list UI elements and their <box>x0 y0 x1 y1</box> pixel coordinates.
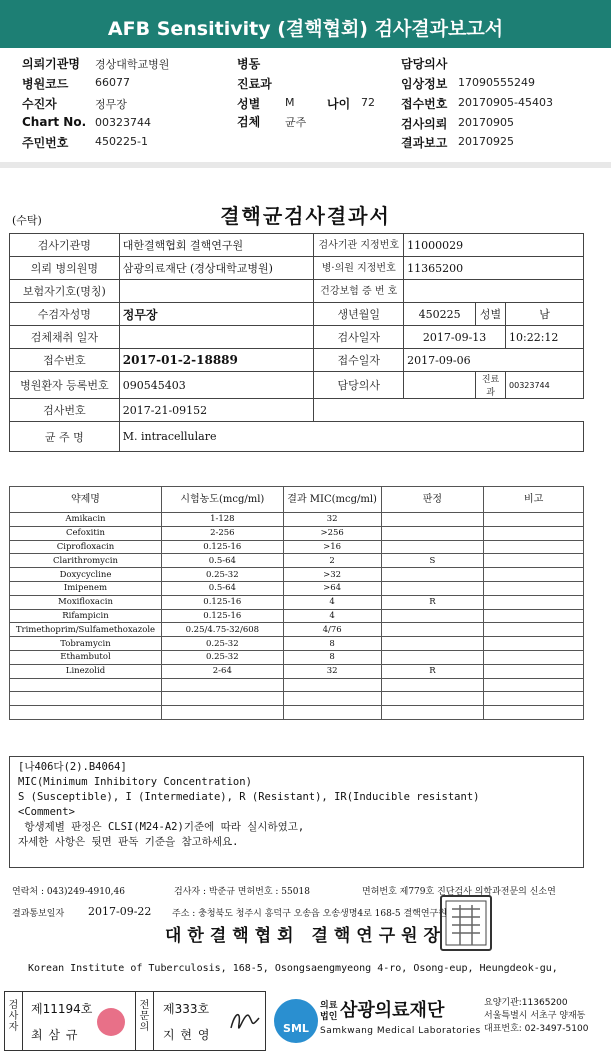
drug-row <box>10 540 584 554</box>
drug-range: 0.25-32 <box>161 637 283 651</box>
corp-address: 서울특별시 서초구 양재동 <box>484 1011 586 1021</box>
examiner-name: 최 삼 규 <box>31 1028 79 1042</box>
report-header <box>0 0 611 48</box>
examiner-no: 제11194호 <box>31 1002 93 1016</box>
corp-english: Samkwang Medical Laboratories <box>320 1026 481 1036</box>
drug-name: Clarithromycin <box>10 554 162 568</box>
org-name: 대한결핵협회 결핵연구원장 <box>165 926 446 946</box>
drug-name: Moxifloxacin <box>10 595 162 609</box>
rrn-label: 주민번호 <box>22 136 69 150</box>
drug-mic: 8 <box>283 650 381 664</box>
receipt-label: 접수번호 <box>401 97 448 111</box>
drug-name: Ethambutol <box>10 650 162 664</box>
drug-mic <box>283 678 381 692</box>
org-english: Korean Institute of Tuberculosis, 168-5, Osongsaengmyeong 4-ro, Osong-eup, Heungdeok-gu, <box>28 963 558 974</box>
col-interp: 판정 <box>381 487 484 513</box>
drug-interp <box>381 623 484 637</box>
drug-interp: S <box>381 554 484 568</box>
health-label: 건강보험 증 번 호 <box>314 280 404 303</box>
drug-note <box>484 526 584 540</box>
request-value: 20170905 <box>458 116 514 129</box>
corp-small-1: 의료 <box>320 1001 338 1011</box>
dob-label: 생년월일 <box>314 303 404 326</box>
specimen-label: 검체 <box>237 115 261 129</box>
drug-note <box>484 540 584 554</box>
drug-row <box>10 650 584 664</box>
age-value: 72 <box>361 96 375 109</box>
specialist-v-label: 전문의 <box>136 992 154 1050</box>
drug-range: 0.5-64 <box>161 581 283 595</box>
drug-range: 0.125-16 <box>161 595 283 609</box>
drug-row <box>10 554 584 568</box>
test-no-value: 2017-21-09152 <box>119 399 314 422</box>
patient-reg-label: 병원환자 등록번호 <box>10 372 120 399</box>
drug-note <box>484 706 584 720</box>
chart-value: 00323744 <box>95 116 151 129</box>
col-drug: 약제명 <box>10 487 162 513</box>
specialist-no: 제333호 <box>163 1002 210 1016</box>
specimen-value: 균주 <box>285 116 307 129</box>
sensitivity-table <box>9 486 584 720</box>
examiner-v-label: 검사자 <box>5 992 23 1050</box>
drug-name <box>10 706 162 720</box>
drug-note <box>484 554 584 568</box>
hospital-code-label: 병원코드 <box>22 77 69 91</box>
exam-date-label: 검사일자 <box>314 326 404 349</box>
hosp-no-label: 병·의원 지정번호 <box>314 257 404 280</box>
drug-interp: R <box>381 595 484 609</box>
drug-interp: R <box>381 664 484 678</box>
lab-no-label: 검사기관 지정번호 <box>314 234 404 257</box>
specialist-name: 지 현 영 <box>163 1028 211 1042</box>
sex-label-p: 성별 <box>476 303 506 326</box>
drug-name: Linezolid <box>10 664 162 678</box>
drug-note <box>484 568 584 582</box>
accession-value: 2017-01-2-18889 <box>119 349 314 372</box>
req-hosp-label: 의뢰 병의원명 <box>10 257 120 280</box>
rrn-value: 450225-1 <box>95 135 148 148</box>
receipt-value: 20170905-45403 <box>458 96 553 109</box>
corp-tel: 대표번호: 02-3497-5100 <box>484 1024 589 1034</box>
examiner: 검사자 : 박준규 면허번호 : 55018 <box>174 887 310 897</box>
drug-note <box>484 650 584 664</box>
drug-row <box>10 513 584 527</box>
report-date-value: 20170925 <box>458 135 514 148</box>
accept-date-label: 접수일자 <box>314 349 404 372</box>
drug-note <box>484 637 584 651</box>
address: 주소 : 충청북도 청주시 흥덕구 오송읍 오송생명4로 168-5 결핵연구원 <box>172 909 447 919</box>
drug-mic <box>283 692 381 706</box>
age-label: 나이 <box>327 97 351 111</box>
corp-name: 삼광의료재단 <box>340 1000 445 1021</box>
drug-mic <box>283 706 381 720</box>
signature-box <box>4 991 266 1051</box>
drug-row <box>10 526 584 540</box>
note-line: S (Susceptible), I (Intermediate), R (Resistant), IR(Inducible resistant) <box>18 791 480 803</box>
insurance-label: 보험자기호(명칭) <box>10 280 120 303</box>
report-title: AFB Sensitivity (결핵협회) 검사결과보고서 <box>107 18 504 40</box>
drug-mic: 2 <box>283 554 381 568</box>
drug-row <box>10 568 584 582</box>
drug-row <box>10 664 584 678</box>
info-block <box>0 52 611 164</box>
receipt-tag: (수탁) <box>12 214 42 227</box>
signature-footer <box>0 987 611 1055</box>
paper-title: 결핵균검사결과서 <box>220 204 391 228</box>
drug-name: Trimethoprim/Sulfamethoxazole <box>10 623 162 637</box>
specialist-signature <box>227 1006 263 1036</box>
drug-range: 0.125-16 <box>161 540 283 554</box>
report-date-p: 2017-09-22 <box>88 905 152 918</box>
scanned-report <box>0 168 611 986</box>
drug-mic: >16 <box>283 540 381 554</box>
drug-range <box>161 692 283 706</box>
organism-label: 균 주 명 <box>10 422 120 452</box>
collect-label: 검체채취 일자 <box>10 326 120 349</box>
drug-mic: 8 <box>283 637 381 651</box>
drug-interp <box>381 568 484 582</box>
exam-date-value: 2017-09-13 <box>404 326 506 349</box>
drug-row <box>10 609 584 623</box>
corp-small-2: 법인 <box>320 1012 338 1022</box>
drug-mic: >256 <box>283 526 381 540</box>
organism-value: M. intracellulare <box>119 422 583 452</box>
sml-logo-icon: SML <box>274 999 318 1043</box>
collect-value <box>119 326 314 349</box>
notes-box <box>9 756 584 868</box>
institution-value: 경상대학교병원 <box>95 58 170 71</box>
drug-range: 0.125-16 <box>161 609 283 623</box>
accession-label: 접수번호 <box>10 349 120 372</box>
drug-note <box>484 623 584 637</box>
drug-interp <box>381 526 484 540</box>
note-line: 항생제별 판정은 CLSI(M24-A2)기준에 따라 실시하였고, <box>18 821 305 833</box>
dept-label: 진료과 <box>237 77 272 91</box>
lab-value: 대한결핵협회 결핵연구원 <box>119 234 314 257</box>
institution-label: 의뢰기관명 <box>22 57 80 71</box>
hospital-code-value: 66077 <box>95 76 130 89</box>
clinical-info-label: 임상정보 <box>401 77 448 91</box>
req-hosp-value: 삼광의료재단 (경상대학교병원) <box>119 257 314 280</box>
ward-label: 병동 <box>237 57 261 71</box>
test-no-label: 검사번호 <box>10 399 120 422</box>
drug-range: 2-256 <box>161 526 283 540</box>
exam-time-value: 10:22:12 <box>506 326 584 349</box>
chart-label: Chart No. <box>22 115 87 129</box>
drug-interp <box>381 513 484 527</box>
drug-interp <box>381 678 484 692</box>
name-label: 수검자성명 <box>10 303 120 326</box>
sex-value: M <box>285 96 295 109</box>
drug-row <box>10 637 584 651</box>
drug-note <box>484 609 584 623</box>
corp-code: 요양기관:11365200 <box>484 998 568 1008</box>
drug-range: 0.25-32 <box>161 650 283 664</box>
drug-name: Tobramycin <box>10 637 162 651</box>
drug-mic: 4/76 <box>283 623 381 637</box>
drug-interp <box>381 650 484 664</box>
dept-value-p: 00323744 <box>506 372 584 399</box>
specialist: 면허번호 제779호 진단검사 의학과전문의 신소연 <box>362 887 556 897</box>
drug-range: 0.25/4.75-32/608 <box>161 623 283 637</box>
drug-range: 0.5-64 <box>161 554 283 568</box>
drug-range: 1-128 <box>161 513 283 527</box>
drug-note <box>484 664 584 678</box>
col-range: 시험농도(mcg/ml) <box>161 487 283 513</box>
drug-interp <box>381 540 484 554</box>
drug-name: Rifampicin <box>10 609 162 623</box>
drug-row <box>10 706 584 720</box>
note-line: 자세한 사항은 뒷면 판독 기준을 참고하세요. <box>18 836 239 848</box>
drug-interp <box>381 581 484 595</box>
patient-table <box>9 233 584 452</box>
lab-label: 검사기관명 <box>10 234 120 257</box>
drug-range <box>161 678 283 692</box>
sex-label: 성별 <box>237 97 261 111</box>
drug-mic: 32 <box>283 513 381 527</box>
drug-interp <box>381 637 484 651</box>
drug-mic: 4 <box>283 609 381 623</box>
drug-name: Amikacin <box>10 513 162 527</box>
examinee-value: 정무장 <box>95 98 127 111</box>
col-note: 비고 <box>484 487 584 513</box>
drug-note <box>484 692 584 706</box>
drug-name <box>10 678 162 692</box>
sex-value-p: 남 <box>506 303 584 326</box>
drug-mic: >64 <box>283 581 381 595</box>
report-date-label-p: 결과통보일자 <box>12 909 65 919</box>
drug-name: Ciprofloxacin <box>10 540 162 554</box>
contact: 연락처 : 043)249-4910,46 <box>12 887 125 897</box>
drug-row <box>10 623 584 637</box>
drug-mic: >32 <box>283 568 381 582</box>
drug-range <box>161 706 283 720</box>
doctor-value <box>404 372 476 399</box>
examiner-stamp <box>97 1008 125 1036</box>
drug-row <box>10 678 584 692</box>
accept-date-value: 2017-09-06 <box>404 349 584 372</box>
note-line: MIC(Minimum Inhibitory Concentration) <box>18 776 252 788</box>
drug-name: Cefoxitin <box>10 526 162 540</box>
drug-row <box>10 692 584 706</box>
drug-range: 2-64 <box>161 664 283 678</box>
sml-logo-block <box>272 993 607 1049</box>
drug-mic: 4 <box>283 595 381 609</box>
dept-label-p: 진료과 <box>476 372 506 399</box>
hosp-no-value: 11365200 <box>404 257 584 280</box>
drug-interp <box>381 692 484 706</box>
drug-name: Doxycycline <box>10 568 162 582</box>
lab-no-value: 11000029 <box>404 234 584 257</box>
note-line: [나406다(2).B4064] <box>18 761 127 773</box>
report-date-label: 결과보고 <box>401 136 448 150</box>
note-line: <Comment> <box>18 806 75 818</box>
official-seal <box>440 895 492 951</box>
dob-value: 450225 <box>404 303 476 326</box>
drug-mic: 32 <box>283 664 381 678</box>
doctor-label: 담당의사 <box>314 372 404 399</box>
attending-label: 담당의사 <box>401 57 448 71</box>
drug-note <box>484 595 584 609</box>
clinical-info-value: 17090555249 <box>458 76 535 89</box>
name-value: 정무장 <box>119 303 314 326</box>
drug-note <box>484 678 584 692</box>
examinee-label: 수진자 <box>22 97 57 111</box>
patient-reg-value: 090545403 <box>119 372 314 399</box>
health-value <box>404 280 584 303</box>
drug-note <box>484 513 584 527</box>
insurance-value <box>119 280 314 303</box>
request-label: 검사의뢰 <box>401 117 448 131</box>
drug-range: 0.25-32 <box>161 568 283 582</box>
col-mic: 결과 MIC(mcg/ml) <box>283 487 381 513</box>
drug-name: Imipenem <box>10 581 162 595</box>
drug-row <box>10 581 584 595</box>
drug-name <box>10 692 162 706</box>
drug-interp <box>381 609 484 623</box>
drug-interp <box>381 706 484 720</box>
drug-row <box>10 595 584 609</box>
drug-note <box>484 581 584 595</box>
